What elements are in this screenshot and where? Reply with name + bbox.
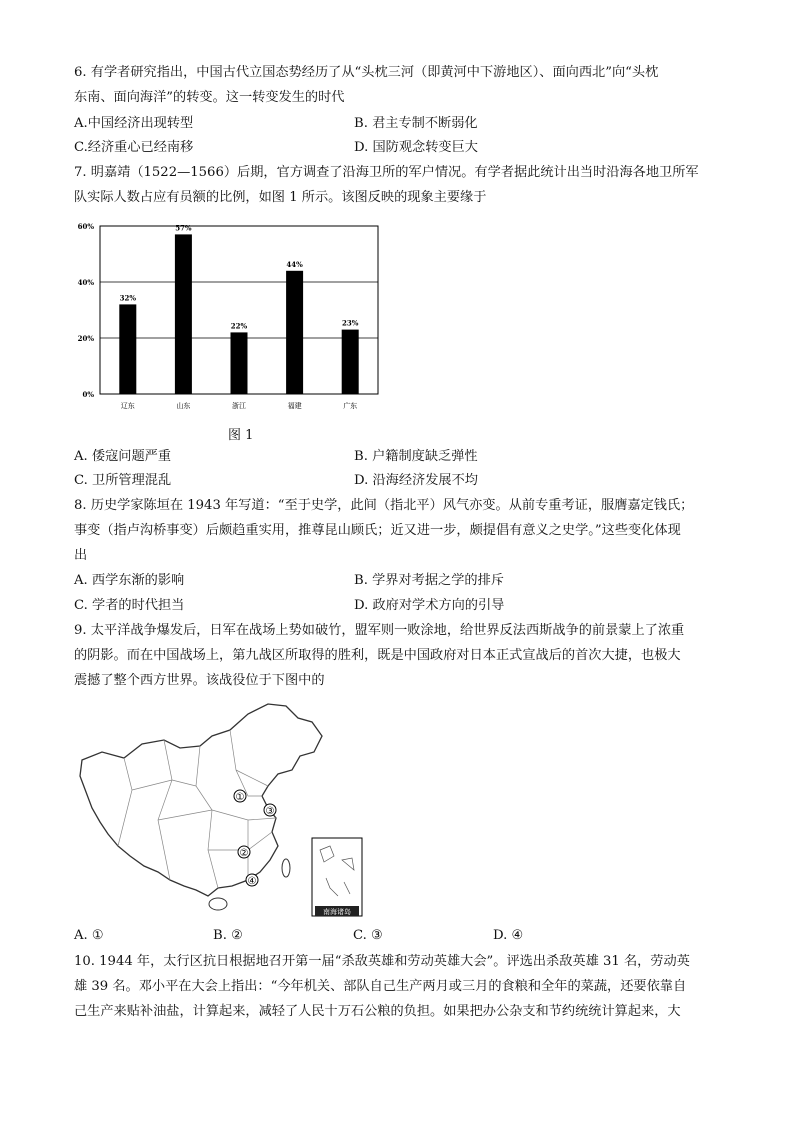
q10-stem-line1: 10. 1944 年，太行区抗日根据地召开第一届“杀敌英雄和劳动英雄大会”。评选出杀敌英雄 31 名，劳动英 — [74, 954, 690, 969]
hainan-island — [209, 898, 227, 910]
south-china-sea-inset — [312, 838, 362, 916]
y-tick-label: 60% — [77, 222, 94, 231]
x-tick-label: 山东 — [176, 402, 191, 410]
q10-stem-line3: 己生产来贴补油盐，计算起来，减轻了人民十万石公粮的负担。如果把办公杂支和节约统统计算起来，大 — [74, 1004, 681, 1019]
q7-option-d[interactable]: D. 沿海经济发展不均 — [354, 473, 478, 488]
q9-option-c[interactable]: C. ③ — [353, 928, 383, 943]
marker-1-label: ① — [235, 792, 245, 803]
q9-stem-line1: 9. 太平洋战争爆发后，日军在战场上势如破竹，盟军则一败涂地，给世界反法西斯战争的前景蒙上了浓重 — [74, 623, 685, 638]
q8-option-c[interactable]: C. 学者的时代担当 — [74, 598, 185, 613]
q7-stem-line1: 7. 明嘉靖（1522—1566）后期，官方调查了沿海卫所的军户情况。有学者据此统计出当时沿海各地卫所军 — [74, 165, 699, 180]
q7-option-b[interactable]: B. 户籍制度缺乏弹性 — [354, 449, 478, 464]
q7-option-c[interactable]: C. 卫所管理混乱 — [74, 473, 172, 488]
q8-stem-line3: 出 — [74, 548, 88, 563]
bar-value-label: 23% — [341, 318, 359, 328]
bar-value-label: 22% — [230, 321, 248, 331]
marker-2-label: ② — [239, 848, 249, 859]
bar — [119, 304, 136, 394]
q8-option-d[interactable]: D. 政府对学术方向的引导 — [354, 598, 505, 613]
x-tick-label: 辽东 — [120, 402, 135, 410]
marker-4 — [246, 874, 258, 887]
q8-stem-line2: 事变（指卢沟桥事变）后颇趋重实用，推尊昆山顾氏；近又进一步，颇提倡有意义之史学。”这些变化体现 — [74, 523, 681, 538]
q9-stem-line3: 震撼了整个西方世界。该战役位于下图中的 — [74, 673, 325, 688]
q8-option-b[interactable]: B. 学界对考据之学的排斥 — [354, 573, 504, 588]
marker-3-label: ③ — [265, 806, 275, 817]
taiwan-island — [282, 859, 290, 877]
q6-option-c[interactable]: C.经济重心已经南移 — [74, 140, 194, 155]
marker-4-label: ④ — [247, 876, 257, 887]
bar — [175, 234, 192, 394]
y-tick-label: 20% — [77, 334, 94, 343]
q8-stem-line1: 8. 历史学家陈垣在 1943 年写道：“至于史学，此间（指北平）风气亦变。从前专重考证，服膺嘉定钱氏； — [74, 498, 694, 513]
q7-stem-line2: 队实际人数占应有员额的比例，如图 1 所示。该图反映的现象主要缘于 — [74, 190, 487, 205]
marker-2 — [238, 846, 250, 859]
q7-option-a[interactable]: A. 倭寇问题严重 — [74, 449, 172, 464]
q6-option-b[interactable]: B. 君主专制不断弱化 — [354, 116, 478, 131]
y-tick-label: 40% — [77, 278, 94, 287]
troop-ratio-bar-chart — [60, 216, 390, 416]
marker-1 — [234, 790, 246, 803]
q6-option-d[interactable]: D. 国防观念转变巨大 — [354, 140, 478, 155]
q10-stem-line2: 雄 39 名。邓小平在大会上指出：“今年机关、部队自己生产两月或三月的食粮和全年的菜蔬，还要依靠自 — [74, 979, 687, 994]
figure-1-caption: 图 1 — [228, 428, 254, 443]
x-tick-label: 广东 — [343, 402, 358, 410]
china-map-figure — [72, 700, 372, 920]
bar — [286, 271, 303, 394]
q8-option-a[interactable]: A. 西学东渐的影响 — [74, 573, 185, 588]
q9-option-b[interactable]: B. ② — [213, 928, 243, 943]
bar-value-label: 57% — [175, 223, 192, 233]
x-tick-label: 福建 — [287, 402, 302, 410]
q9-option-d[interactable]: D. ④ — [493, 928, 524, 943]
q9-option-a[interactable]: A. ① — [74, 928, 104, 943]
q6-option-a[interactable]: A.中国经济出现转型 — [74, 116, 194, 131]
bar-value-label: 32% — [119, 293, 137, 303]
y-tick-label: 0% — [82, 390, 94, 399]
q9-stem-line2: 的阴影。而在中国战场上，第九战区所取得的胜利，既是中国政府对日本正式宣战后的首次大捷，也极大 — [74, 648, 681, 663]
q6-stem-line2: 东南、面向海洋”的转变。这一转变发生的时代 — [74, 90, 345, 105]
bar — [231, 332, 248, 394]
q6-stem-line1: 6. 有学者研究指出，中国古代立国态势经历了从“头枕三河（即黄河中下游地区）、面向西北”向“头枕 — [74, 65, 659, 80]
bar — [342, 330, 359, 394]
inset-label: 南海诸岛 — [323, 908, 351, 916]
x-tick-label: 浙江 — [232, 402, 246, 410]
bar-value-label: 44% — [286, 259, 303, 269]
marker-3 — [264, 804, 276, 817]
